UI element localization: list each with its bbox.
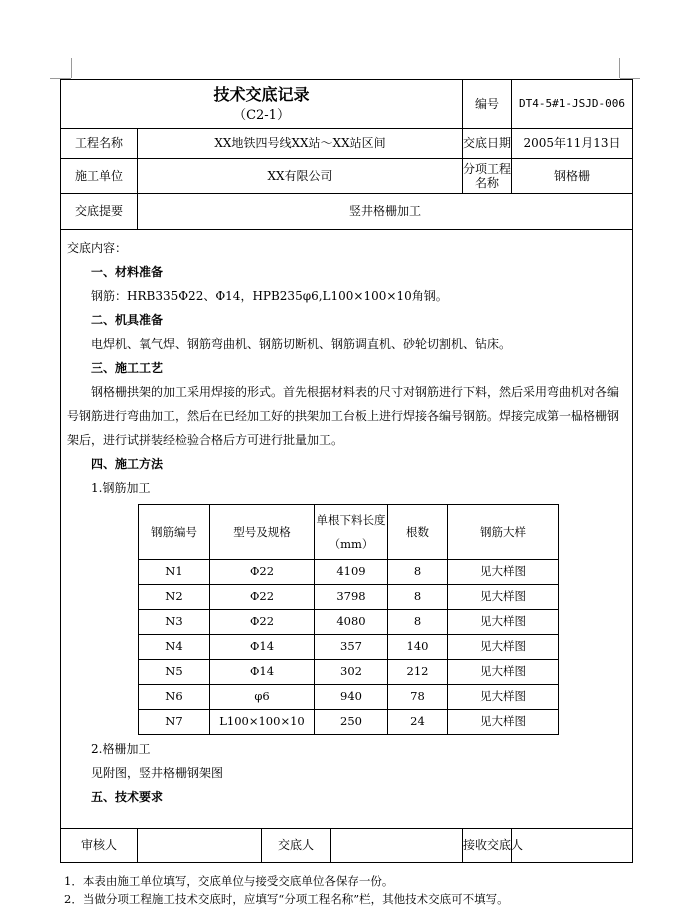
rebar-header-number: 钢筋编号	[139, 505, 210, 560]
rebar-cell: Φ22	[210, 585, 315, 610]
rebar-cell: N6	[139, 685, 210, 710]
footnote-1: 1．本表由施工单位填写，交底单位与接受交底单位各保存一份。	[64, 874, 394, 888]
rebar-cell: N7	[139, 710, 210, 735]
rebar-cell: 212	[388, 660, 448, 685]
project-name-label: 工程名称	[61, 129, 138, 159]
content-intro: 交底内容：	[67, 241, 128, 255]
rebar-row	[139, 660, 559, 685]
section-3-text: 钢格栅拱架的加工采用焊接的形式。首先根据材料表的尺寸对钢筋进行下料，然后采用弯曲机对各编号钢筋进行弯曲加工，然后在已经加工好的拱架加工台板上进行焊接各编号钢筋。焊接完成第一榀格栅钢架后，进行试拼装经检验合格后方可进行批量加工。	[67, 385, 620, 447]
rebar-row	[139, 585, 559, 610]
summary-value: 竖井格栅加工	[138, 194, 633, 230]
rebar-row	[139, 560, 559, 585]
rebar-cell: 8	[388, 585, 448, 610]
number-label: 编号	[463, 80, 512, 129]
date-value: 2005年11月13日	[512, 129, 633, 159]
rebar-cell: 357	[315, 635, 388, 660]
reviewer-label: 审核人	[61, 829, 138, 863]
number-value: DT4-5#1-JSJD-006	[512, 80, 633, 129]
section-1-text: 钢筋：HRB335Φ22、Φ14，HPB235φ6,L100×100×10角钢。	[91, 289, 448, 303]
rebar-cell: N3	[139, 610, 210, 635]
receiver-signature	[512, 829, 633, 863]
disclosure-content	[61, 230, 633, 829]
rebar-cell: 140	[388, 635, 448, 660]
form-title-cell	[61, 80, 463, 129]
section-1-title: 一、材料准备	[91, 265, 164, 279]
rebar-cell: 250	[315, 710, 388, 735]
construction-unit-label: 施工单位	[61, 159, 138, 194]
rebar-cell: 3798	[315, 585, 388, 610]
section-5-title: 五、技术要求	[91, 790, 164, 804]
sub-project-value: 钢格栅	[512, 159, 633, 194]
rebar-table	[138, 504, 559, 735]
rebar-cell: 见大样图	[448, 560, 559, 585]
rebar-cell: Φ22	[210, 610, 315, 635]
section-4-sub1: 1.钢筋加工	[91, 481, 151, 495]
rebar-cell: N1	[139, 560, 210, 585]
rebar-row	[139, 635, 559, 660]
project-name-value: XX地铁四号线XX站～XX站区间	[138, 129, 463, 159]
rebar-cell: 8	[388, 610, 448, 635]
rebar-cell: 940	[315, 685, 388, 710]
receiver-label: 接收交底人	[463, 829, 512, 863]
section-2-title: 二、机具准备	[91, 313, 164, 327]
section-3-title: 三、施工工艺	[91, 361, 164, 375]
rebar-header-detail: 钢筋大样	[448, 505, 559, 560]
discloser-label: 交底人	[262, 829, 331, 863]
disclosure-form	[60, 79, 633, 863]
rebar-row	[139, 610, 559, 635]
rebar-cell: 302	[315, 660, 388, 685]
construction-unit-value: XX有限公司	[138, 159, 463, 194]
section-2-text: 电焊机、氧气焊、钢筋弯曲机、钢筋切断机、钢筋调直机、砂轮切割机、钻床。	[91, 337, 512, 351]
rebar-cell: Φ14	[210, 635, 315, 660]
footnote-2: 2．当做分项工程施工技术交底时，应填写“分项工程名称”栏，其他技术交底可不填写。	[64, 892, 509, 906]
rebar-cell: 见大样图	[448, 710, 559, 735]
rebar-cell: 78	[388, 685, 448, 710]
rebar-cell: 见大样图	[448, 610, 559, 635]
rebar-rows	[139, 560, 559, 735]
section-4-sub2: 2.格栅加工	[91, 742, 151, 756]
date-label: 交底日期	[463, 129, 512, 159]
rebar-cell: 4109	[315, 560, 388, 585]
rebar-cell: 8	[388, 560, 448, 585]
rebar-cell: 见大样图	[448, 660, 559, 685]
rebar-cell: N2	[139, 585, 210, 610]
section-4-sub2-text: 见附图，竖井格栅钢架图	[91, 766, 224, 780]
rebar-cell: 见大样图	[448, 635, 559, 660]
margin-mark-top-right-v	[619, 58, 620, 78]
rebar-header-count: 根数	[388, 505, 448, 560]
rebar-cell: φ6	[210, 685, 315, 710]
summary-label: 交底提要	[61, 194, 138, 230]
rebar-cell: 4080	[315, 610, 388, 635]
rebar-cell: Φ14	[210, 660, 315, 685]
rebar-cell: 见大样图	[448, 685, 559, 710]
rebar-header-length: 单根下料长度（mm）	[315, 505, 388, 560]
margin-mark-top-left-v	[71, 58, 72, 78]
form-subtitle: （C2-1）	[233, 107, 290, 123]
footnotes	[64, 872, 509, 908]
rebar-cell: 见大样图	[448, 585, 559, 610]
reviewer-signature	[138, 829, 262, 863]
form-title: 技术交底记录	[213, 84, 310, 104]
rebar-row	[139, 710, 559, 735]
rebar-cell: N4	[139, 635, 210, 660]
rebar-cell: L100×100×10	[210, 710, 315, 735]
rebar-cell: 24	[388, 710, 448, 735]
section-4-title: 四、施工方法	[91, 457, 164, 471]
discloser-signature	[331, 829, 463, 863]
rebar-cell: N5	[139, 660, 210, 685]
sub-project-label: 分项工程名称	[463, 159, 512, 194]
rebar-header-spec: 型号及规格	[210, 505, 315, 560]
rebar-row	[139, 685, 559, 710]
rebar-cell: Φ22	[210, 560, 315, 585]
